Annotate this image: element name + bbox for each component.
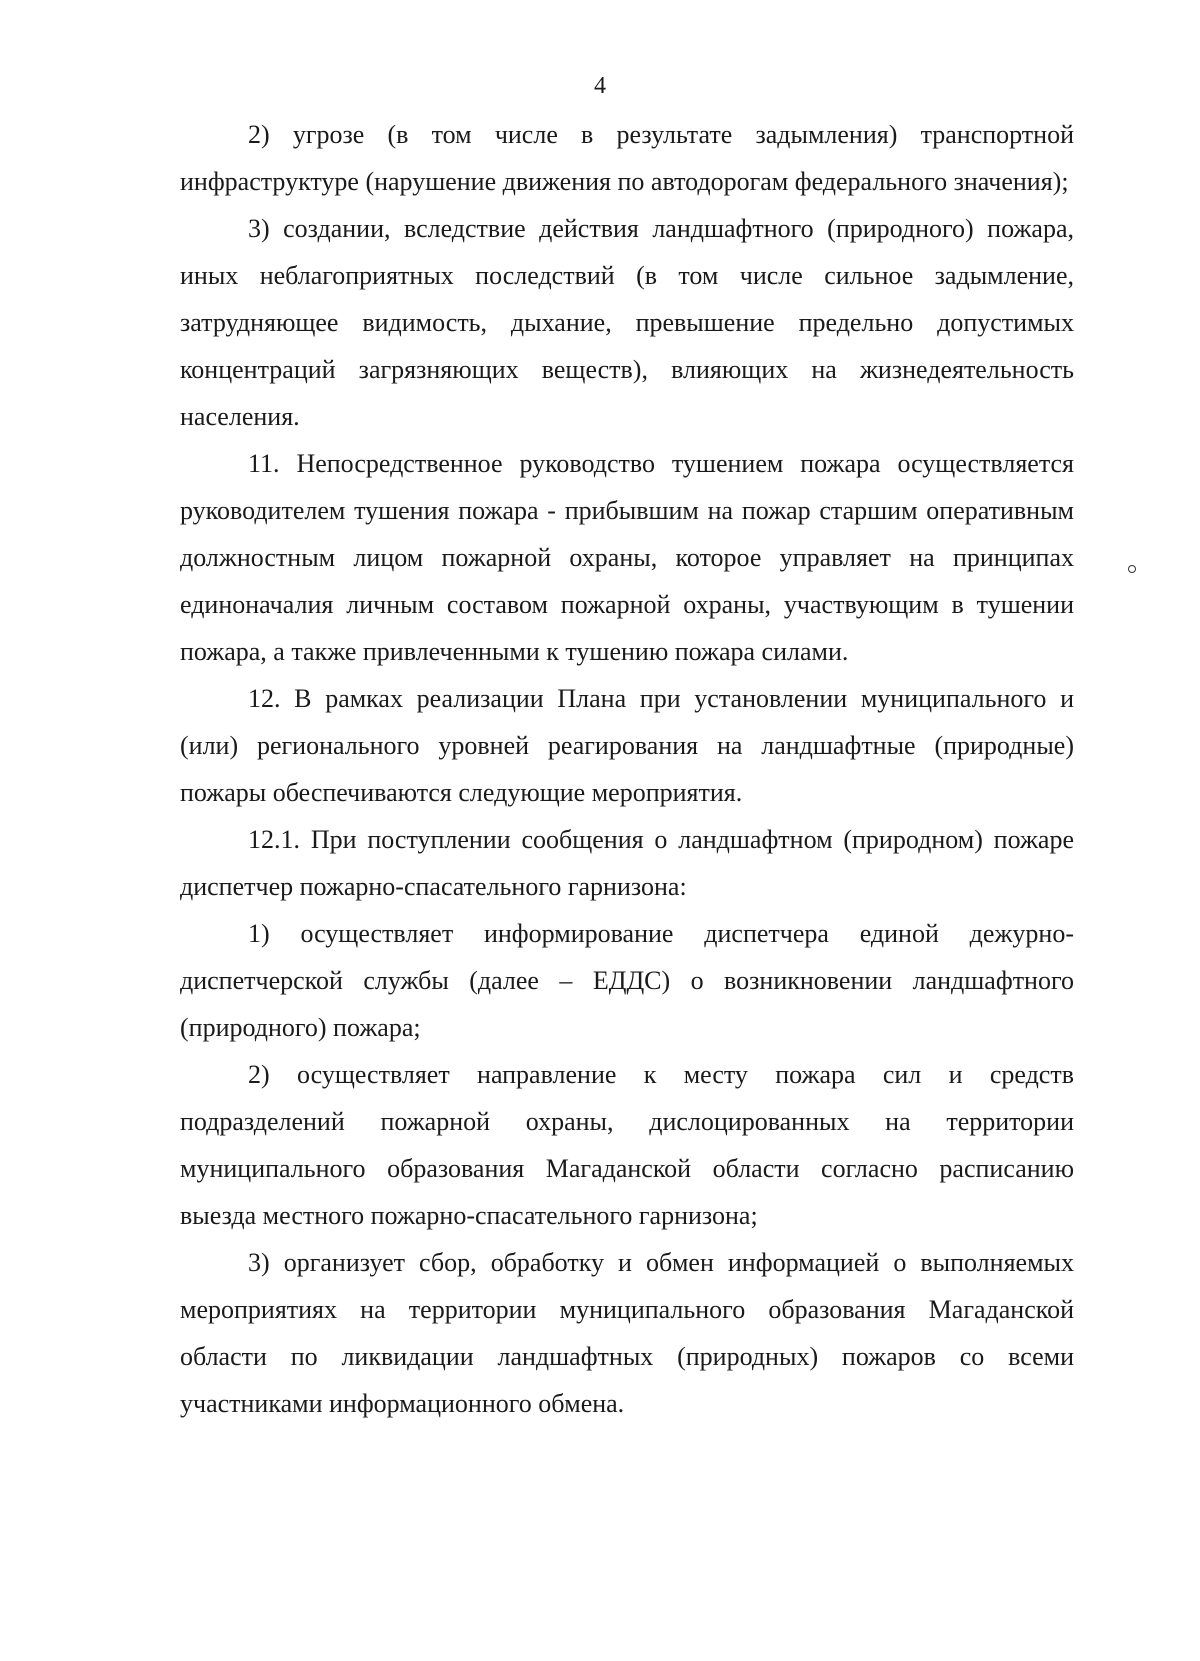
- paragraph-item-3-consequences: 3) создании, вследствие действия ландшафтного (природного) пожара, иных неблагоприятных последствий (в том числе сильное задымление, затрудняющее видимость, дыхание, превышение предельно допустимых концентраций загрязняющих веществ), влияющих на жизнедеятельность населения.: [180, 214, 1074, 431]
- paragraph-item-2-threat-transport: 2) угрозе (в том числе в результате задымления) транспортной инфраструктуре (нарушение движения по автодорогам федерального значения);: [180, 120, 1074, 196]
- paragraph-dispatcher-item-3: 3) организует сбор, обработку и обмен информацией о выполняемых мероприятиях на территории муниципального образования Магаданской области по ликвидации ландшафтных (природных) пожаров со всеми участниками информационного обмена.: [180, 1248, 1074, 1418]
- paragraph-12-plan-measures: 12. В рамках реализации Плана при установлении муниципального и (или) регионального уровней реагирования на ландшафтные (природные) пожары обеспечиваются следующие мероприятия.: [180, 684, 1074, 807]
- paragraph-11-fire-command: 11. Непосредственное руководство тушением пожара осуществляется руководителем тушения пожара - прибывшим на пожар старшим оперативным должностным лицом пожарной охраны, которое управляет на принципах единоначалия личным составом пожарной охраны, участвующим в тушении пожара, а также привлеченными к тушению пожара силами.: [180, 449, 1074, 666]
- document-body: [180, 111, 1074, 1427]
- paragraph-dispatcher-item-1: 1) осуществляет информирование диспетчера единой дежурно-диспетчерской службы (далее – ЕДДС) о возникновении ландшафтного (природного) пожара;: [180, 919, 1074, 1042]
- paragraph-12-1-dispatcher: 12.1. При поступлении сообщения о ландшафтном (природном) пожаре диспетчер пожарно-спасательного гарнизона:: [180, 825, 1074, 901]
- margin-mark: [1128, 565, 1136, 573]
- page-number: 4: [594, 73, 606, 99]
- paragraph-dispatcher-item-2: 2) осуществляет направление к месту пожара сил и средств подразделений пожарной охраны, дислоцированных на территории муниципального образования Магаданской области согласно расписанию выезда местного пожарно-спасательного гарнизона;: [180, 1060, 1074, 1230]
